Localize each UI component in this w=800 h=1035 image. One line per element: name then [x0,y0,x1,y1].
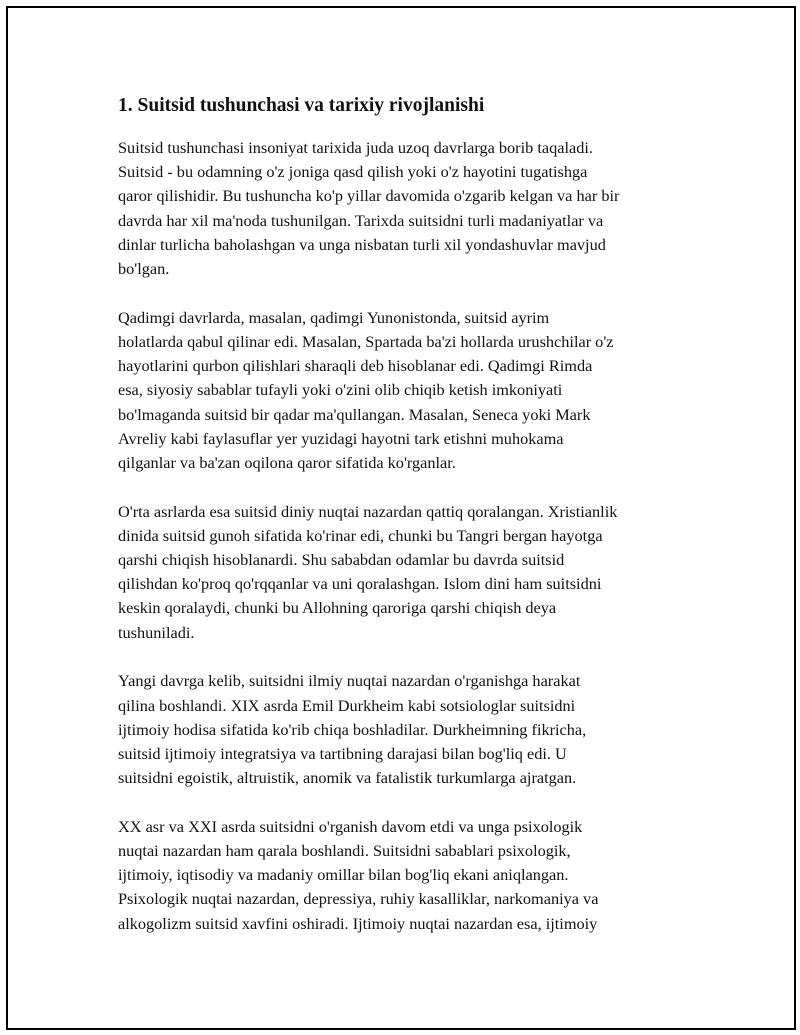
text-line: qilina boshlandi. XIX asrda Emil Durkheim kabi sotsiologlar suitsidni [118,695,576,715]
text-line: dinlar turlicha baholashgan va unga nisbatan turli xil yondashuvlar mavjud [118,234,606,254]
text-line: holatlarda qabul qilinar edi. Masalan, Spartada ba'zi hollarda urushchilar o'z [118,331,614,351]
text-line: Avreliy kabi faylasuflar yer yuzidagi hayotni tark etishni muhokama [118,428,564,448]
text-line: XX asr va XXI asrda suitsidni o'rganish davom etdi va unga psixologik [118,816,583,836]
text-line: dinida suitsid gunoh sifatida ko'rinar edi, chunki bu Tangri bergan hayotga [118,525,603,545]
document-body [118,94,688,960]
text-line: suitsid ijtimoiy integratsiya va tartibning darajasi bilan bog'liq edi. U [118,743,567,763]
paragraph-1 [118,136,688,281]
text-line: O'rta asrlarda esa suitsid diniy nuqtai nazardan qattiq qoralangan. Xristianlik [118,501,618,521]
text-line: alkogolizm suitsid xavfini oshiradi. Ijtimoiy nuqtai nazardan esa, ijtimoiy [118,913,598,933]
text-line: qaror qilishidir. Bu tushuncha ko'p yillar davomida o'zgarib kelgan va har bir [118,186,620,206]
paragraph-5 [118,815,688,936]
text-line: keskin qoralaydi, chunki bu Allohning qaroriga qarshi chiqish deya [118,598,557,618]
text-line: hayotlarini qurbon qilishlari sharaqli deb hisoblanar edi. Qadimgi Rimda [118,356,593,376]
text-line: qilganlar va ba'zan oqilona qaror sifatida ko'rganlar. [118,452,456,472]
text-line: davrda har xil ma'noda tushunilgan. Tarixda suitsidni turli madaniyatlar va [118,210,604,230]
text-line: bo'lgan. [118,259,170,279]
text-line: esa, siyosiy sabablar tufayli yoki o'zini olib chiqib ketish imkoniyati [118,380,563,400]
text-line: ijtimoiy hodisa sifatida ko'rib chiqa boshladilar. Durkheimning fikricha, [118,719,587,739]
text-line: Yangi davrga kelib, suitsidni ilmiy nuqtai nazardan o'rganishga harakat [118,671,581,691]
paragraph-3 [118,500,688,645]
text-line: Suitsid - bu odamning o'z joniga qasd qilish yoki o'z hayotini tugatishga [118,162,588,182]
text-line: Psixologik nuqtai nazardan, depressiya, ruhiy kasalliklar, narkomaniya va [118,889,599,909]
paragraph-2 [118,306,688,475]
text-line: tushuniladi. [118,622,195,642]
section-heading: 1. Suitsid tushunchasi va tarixiy rivojlanishi [118,95,485,116]
paragraph-4 [118,669,688,790]
text-line: qarshi chiqish hisoblanardi. Shu sababdan odamlar bu davrda suitsid [118,550,565,570]
text-line: bo'lmaganda suitsid bir qadar ma'qullangan. Masalan, Seneca yoki Mark [118,404,591,424]
text-line: ijtimoiy, iqtisodiy va madaniy omillar bilan bog'liq ekani aniqlangan. [118,865,569,885]
text-line: qilishdan ko'proq qo'rqqanlar va uni qoralashgan. Islom dini ham suitsidni [118,574,602,594]
text-line: nuqtai nazardan ham qarala boshlandi. Suitsidni sabablari psixologik, [118,841,571,861]
text-line: Qadimgi davrlarda, masalan, qadimgi Yunonistonda, suitsid ayrim [118,307,550,327]
text-line: Suitsid tushunchasi insoniyat tarixida juda uzoq davrlarga borib taqaladi. [118,138,593,157]
text-line: suitsidni egoistik, altruistik, anomik va fatalistik turkumlarga ajratgan. [118,768,577,788]
